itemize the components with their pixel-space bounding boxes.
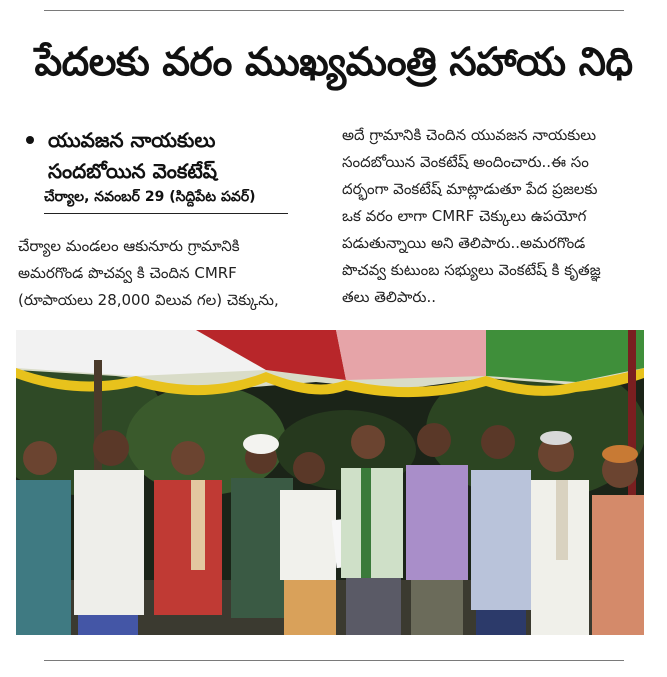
right-line: పడుతున్నాయి అని తెలిపారు..అమరగొండ (342, 234, 586, 252)
subhead-text-1: యువజన నాయకులు (48, 128, 216, 152)
subhead-line-2: సందబోయిన వెంకటేష్ (48, 159, 218, 183)
right-line: అదే గ్రామానికి చెందిన యువజన నాయకులు (342, 126, 597, 144)
news-photo (16, 330, 644, 635)
top-rule (44, 10, 624, 11)
bottom-rule (44, 660, 624, 661)
right-line: తలు తెలిపారు.. (342, 288, 437, 306)
subhead (18, 125, 318, 187)
left-line: అమరగొండ పొచవ్వ కి చెందిన CMRF (18, 264, 237, 282)
left-column-text (18, 233, 318, 314)
photo-illustration (16, 330, 644, 635)
dateline-rule (44, 213, 288, 214)
headline: పేదలకు వరం ముఖ్యమంత్రి సహాయ నిధి (34, 40, 633, 85)
right-line: పొచవ్వ కుటుంబ సభ్యులు వెంకటేష్ కి కృతజ్ఞ (342, 261, 601, 279)
right-column-text (342, 122, 642, 311)
dateline: చేర్యాల, నవంబర్ 29 (సిద్దిపేట పవర్) (44, 189, 256, 205)
right-line: సందబోయిన వెంకటేష్ అందించారు..ఈ సం (342, 153, 589, 171)
subhead-line-1 (18, 125, 318, 156)
left-line: (రూపాయలు 28,000 విలువ గల) చెక్కును, (18, 291, 279, 309)
right-line: ఒక వరం లాగా CMRF చెక్కులు ఉపయోగ (342, 207, 587, 225)
left-line: చేర్యాల మండలం ఆకునూరు గ్రామానికి (18, 237, 240, 255)
right-line: దర్భంగా వెంకటేష్ మాట్లాడుతూ పేద ప్రజలకు (342, 180, 598, 198)
bullet-icon (26, 136, 34, 144)
